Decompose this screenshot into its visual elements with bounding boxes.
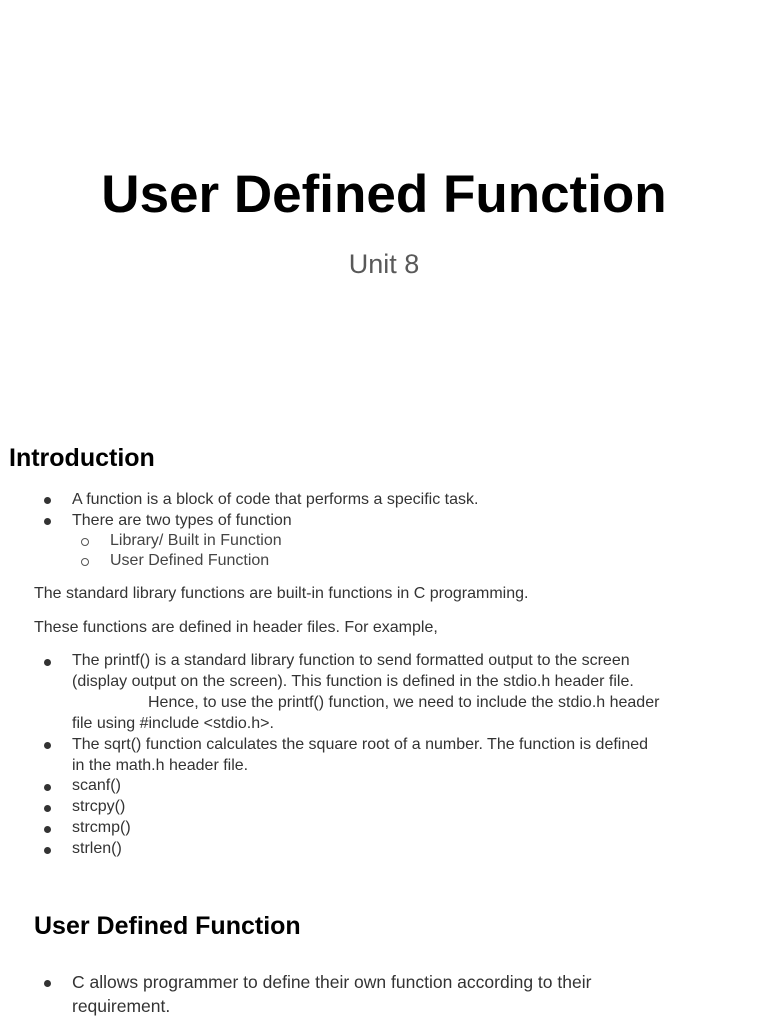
bullet-icon (44, 518, 51, 525)
list-item-line: (display output on the screen). This function is defined in the stdio.h header file. (72, 673, 634, 690)
page-subtitle: Unit 8 (348, 249, 420, 279)
list-item: strlen() (72, 840, 122, 857)
list-item-line: The sqrt() function calculates the square root of a number. The function is defined (72, 736, 649, 753)
hollow-bullet-icon (81, 538, 89, 546)
list-item: strcmp() (72, 819, 131, 836)
list-item-line: in the math.h header file. (72, 757, 249, 774)
bullet-icon (44, 847, 51, 854)
list-item-line: The printf() is a standard library function to send formatted output to the screen (72, 652, 630, 669)
paragraph: The standard library functions are built-in functions in C programming. (34, 585, 529, 602)
bullet-icon (44, 980, 51, 987)
section-heading-user-defined-function: User Defined Function (34, 912, 301, 940)
paragraph: These functions are defined in header files. For example, (34, 619, 438, 636)
list-item: scanf() (72, 777, 121, 794)
bullet-icon (44, 826, 51, 833)
list-item-line: C allows programmer to define their own function according to their (72, 972, 592, 992)
sub-list-item: Library/ Built in Function (110, 532, 282, 549)
list-item-line: file using #include <stdio.h>. (72, 715, 274, 732)
page-title: User Defined Function (101, 165, 667, 224)
list-item: strcpy() (72, 798, 126, 815)
bullet-icon (44, 742, 51, 749)
list-item: A function is a block of code that performs a specific task. (72, 491, 479, 508)
list-item: There are two types of function (72, 512, 292, 529)
list-item-line: requirement. (72, 996, 171, 1016)
hollow-bullet-icon (81, 558, 89, 566)
section-heading-introduction: Introduction (9, 444, 155, 472)
bullet-icon (44, 659, 51, 666)
sub-list-item: User Defined Function (110, 552, 270, 569)
list-item-line: Hence, to use the printf() function, we need to include the stdio.h header (148, 694, 660, 711)
bullet-icon (44, 497, 51, 504)
bullet-icon (44, 805, 51, 812)
bullet-icon (44, 784, 51, 791)
